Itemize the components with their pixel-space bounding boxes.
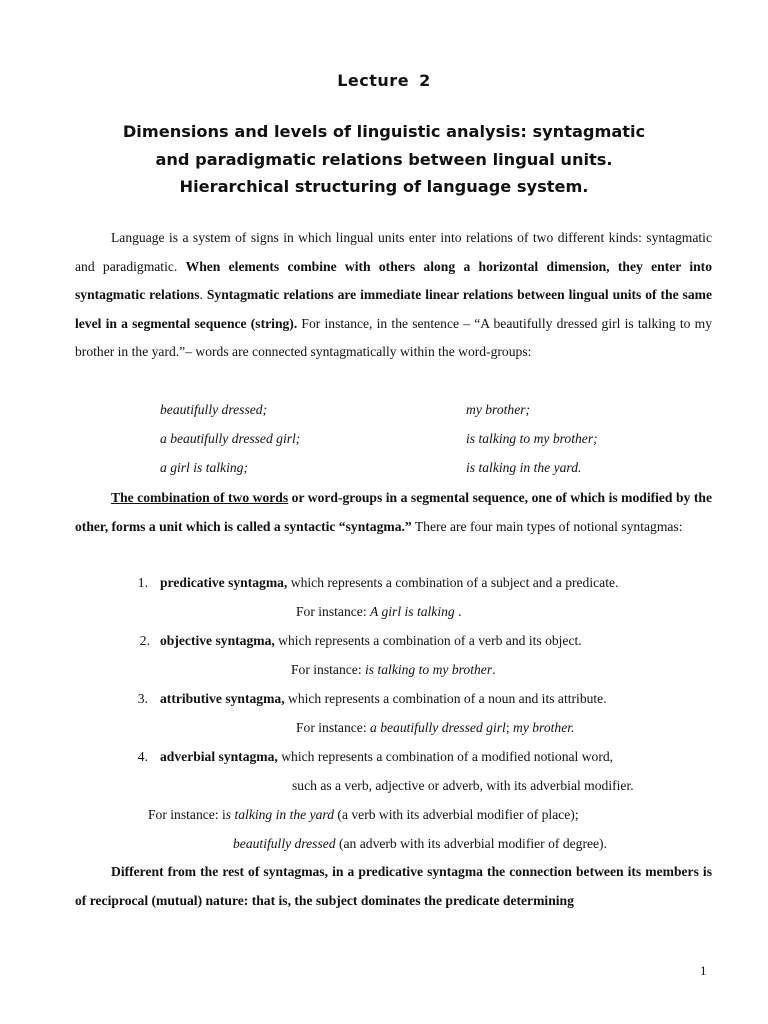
example-left-1: beautifully dressed;: [160, 402, 268, 417]
list-item: [160, 633, 582, 649]
p1-sentence-4: For instance, in the sentence – “A beautifully dressed girl is talking to my brother in the yard.”– words are connected syntagmatically within the word-groups:: [75, 315, 712, 360]
instance-end: .: [454, 604, 462, 619]
instance-5: [233, 836, 607, 852]
paragraph-predicative: [75, 858, 712, 915]
item-desc-3: which represents a combination of a noun and its attribute.: [284, 691, 607, 706]
list-item: [160, 575, 618, 591]
instance-example: beautifully dressed: [233, 836, 336, 851]
instance-prefix: For instance:: [296, 720, 370, 735]
paragraph-syntagma: [75, 484, 712, 541]
instance-4: [148, 807, 579, 823]
page-number: 1: [700, 963, 707, 978]
example-left-3: a girl is talking;: [160, 460, 248, 475]
instance-2: [291, 662, 496, 678]
p3-text: Different from the rest of syntagmas, in a predicative syntagma the connection between its members is of reciprocal (mutual) nature: that is, the subject dominates the predicate determining: [75, 864, 712, 908]
p2-bold: or word-groups in a segmental sequence, one of which is modified by the other, forms a unit which is called a syntactic “syntagma.”: [75, 490, 712, 534]
instance-1: [296, 604, 462, 620]
instance-separator: ;: [505, 720, 513, 735]
example-right-3: is talking in the yard.: [466, 460, 582, 475]
p1-sentence-2-end: .: [199, 287, 207, 303]
instance-note: (an adverb with its adverbial modifier of degree).: [335, 836, 607, 851]
item-term-2: objective syntagma,: [160, 633, 275, 648]
p1-sentence-3: Syntagmatic relations are immediate linear relations between lingual units of the same level in a segmental sequence (string).: [75, 287, 713, 331]
list-item: [160, 691, 607, 707]
instance-3: [296, 720, 574, 736]
item-desc-2: which represents a combination of a verb and its object.: [274, 633, 582, 648]
paragraph-intro: [75, 224, 712, 367]
instance-end: .: [492, 662, 496, 677]
instance-example: A girl is talking: [370, 604, 455, 619]
list-item: [160, 749, 613, 765]
p2-underlined: The combination of two words: [111, 490, 289, 505]
instance-example: a beautifully dressed girl: [370, 720, 506, 735]
p1-sentence-1: Language is a system of signs in which lingual units enter into relations of two different kinds: syntagmatic and paradigmatic.: [75, 230, 712, 274]
item-number-2: 2.: [139, 633, 150, 648]
item-number-3: 3.: [137, 691, 148, 706]
title-line-2: and paradigmatic relations between lingual units.: [155, 150, 613, 169]
example-left-2: a beautifully dressed girl;: [160, 431, 301, 446]
item-number-1: 1.: [137, 575, 148, 590]
item-term-3: attributive syntagma,: [160, 691, 285, 706]
title-line-3: Hierarchical structuring of language system.: [179, 177, 589, 196]
item-desc-4: which represents a combination of a modified notional word,: [277, 749, 614, 764]
instance-prefix: For instance:: [296, 604, 370, 619]
instance-prefix: For instance:: [291, 662, 365, 677]
item-term-4: adverbial syntagma,: [160, 749, 278, 764]
instance-note: (a verb with its adverbial modifier of place);: [334, 807, 579, 822]
instance-prefix: For instance: i: [148, 807, 226, 822]
instance-example: s talking in the yard: [225, 807, 335, 822]
lecture-heading: Lecture 2: [337, 71, 431, 90]
title-line-1: Dimensions and levels of linguistic analysis: syntagmatic: [122, 122, 646, 141]
example-right-1: my brother;: [466, 402, 531, 417]
example-right-2: is talking to my brother;: [466, 431, 598, 446]
p2-text: There are four main types of notional syntagmas:: [411, 518, 683, 534]
instance-example-2: my brother.: [513, 720, 575, 735]
instance-example: is talking to my brother: [365, 662, 493, 677]
p1-sentence-2: When elements combine with others along a horizontal dimension, they enter into syntagmatic relations: [75, 258, 713, 303]
item-number-4: 4.: [137, 749, 148, 764]
item-4-continuation: such as a verb, adjective or adverb, with its adverbial modifier.: [292, 778, 634, 793]
item-term-1: predicative syntagma,: [160, 575, 288, 590]
item-desc-1: which represents a combination of a subject and a predicate.: [287, 575, 619, 590]
